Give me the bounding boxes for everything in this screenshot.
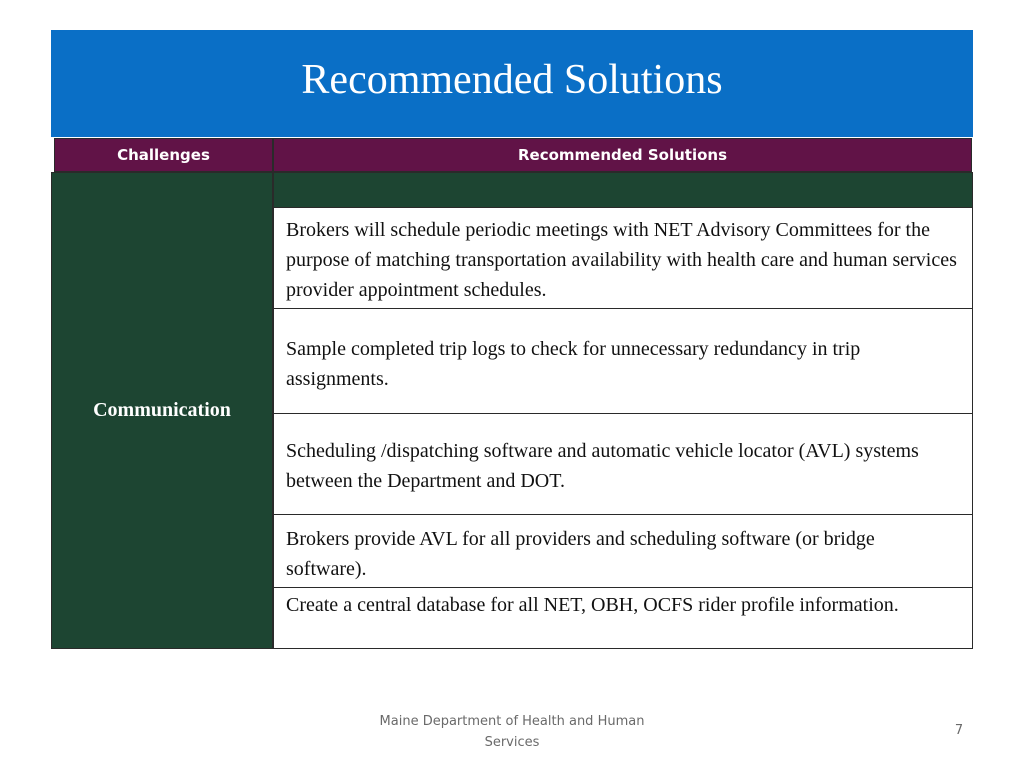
solution-cell: Create a central database for all NET, OBH, OCFS rider profile information. — [273, 588, 973, 649]
footer-org-line1: Maine Department of Health and Human — [379, 714, 645, 729]
solution-cell: Sample completed trip logs to check for unnecessary redundancy in trip assignments. — [273, 309, 973, 414]
footer-organization — [352, 711, 672, 753]
header-challenges: Challenges — [54, 138, 273, 172]
solutions-table — [51, 138, 973, 649]
footer-org-line2: Services — [484, 735, 540, 750]
solution-cell: Brokers will schedule periodic meetings with NET Advisory Committees for the purpose of matching transportation availability with health care and human services provider appointment schedules. — [273, 208, 973, 309]
page-number: 7 — [954, 723, 964, 738]
solution-cell: Brokers provide AVL for all providers and scheduling software (or bridge software). — [273, 515, 973, 588]
challenge-cell-communication: Communication — [51, 172, 273, 649]
solution-cell: Scheduling /dispatching software and automatic vehicle locator (AVL) systems between the Department and DOT. — [273, 414, 973, 515]
title-bar — [51, 30, 973, 137]
blank-header-row — [273, 172, 973, 208]
slide-title: Recommended Solutions — [301, 56, 723, 103]
header-recommended-solutions: Recommended Solutions — [273, 138, 972, 172]
